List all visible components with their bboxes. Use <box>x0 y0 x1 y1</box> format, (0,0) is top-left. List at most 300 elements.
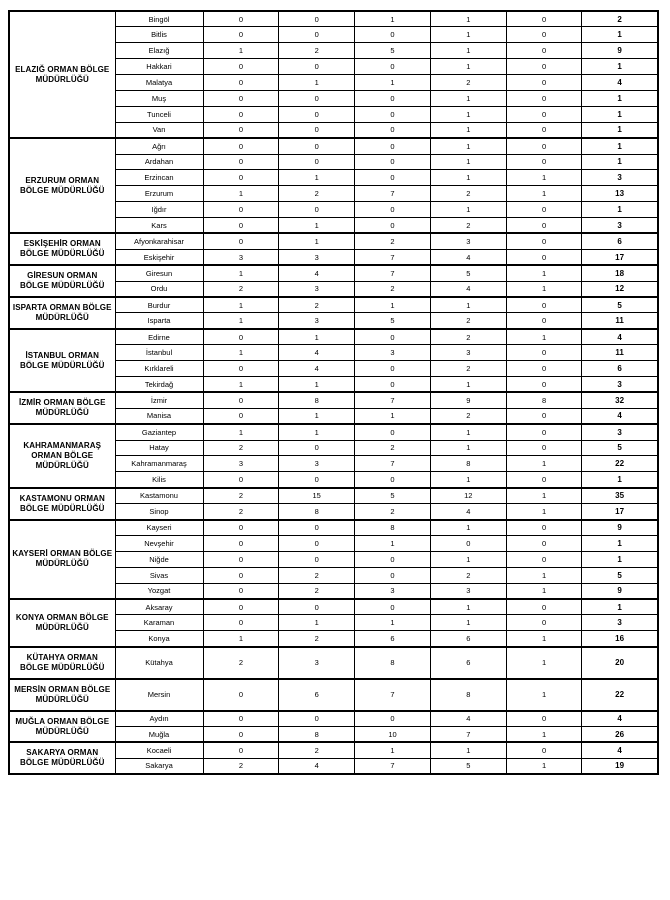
value-cell: 2 <box>355 440 431 456</box>
region-cell: KASTAMONU ORMAN BÖLGE MÜDÜRLÜĞÜ <box>9 488 115 520</box>
region-cell: İZMİR ORMAN BÖLGE MÜDÜRLÜĞÜ <box>9 392 115 424</box>
value-cell: 1 <box>430 742 506 758</box>
value-cell: 3 <box>279 313 355 329</box>
row-total-cell: 22 <box>582 679 658 711</box>
region-cell: ESKİŞEHİR ORMAN BÖLGE MÜDÜRLÜĞÜ <box>9 233 115 265</box>
value-cell: 1 <box>279 424 355 440</box>
value-cell: 0 <box>355 138 431 154</box>
province-cell: İstanbul <box>115 345 203 361</box>
row-total-cell: 5 <box>582 567 658 583</box>
province-cell: Bingöl <box>115 11 203 27</box>
value-cell: 8 <box>506 392 582 408</box>
value-cell: 1 <box>430 615 506 631</box>
value-cell: 1 <box>355 535 431 551</box>
value-cell: 2 <box>430 329 506 345</box>
value-cell: 1 <box>430 90 506 106</box>
value-cell: 0 <box>506 599 582 615</box>
value-cell: 10 <box>355 727 431 743</box>
table-row <box>9 265 658 281</box>
table-row <box>9 392 658 408</box>
value-cell: 0 <box>203 361 279 377</box>
value-cell: 1 <box>430 297 506 313</box>
value-cell: 0 <box>203 75 279 91</box>
value-cell: 0 <box>355 218 431 234</box>
value-cell: 0 <box>203 59 279 75</box>
row-total-cell: 26 <box>582 727 658 743</box>
province-cell: Kilis <box>115 472 203 488</box>
value-cell: 0 <box>355 424 431 440</box>
value-cell: 1 <box>279 329 355 345</box>
value-cell: 2 <box>279 43 355 59</box>
province-cell: Isparta <box>115 313 203 329</box>
value-cell: 1 <box>355 742 431 758</box>
value-cell: 3 <box>355 345 431 361</box>
province-cell: Manisa <box>115 408 203 424</box>
value-cell: 0 <box>506 11 582 27</box>
value-cell: 0 <box>279 472 355 488</box>
value-cell: 0 <box>279 599 355 615</box>
row-total-cell: 1 <box>582 599 658 615</box>
value-cell: 1 <box>506 567 582 583</box>
value-cell: 0 <box>506 106 582 122</box>
row-total-cell: 3 <box>582 376 658 392</box>
value-cell: 0 <box>506 233 582 249</box>
province-cell: Burdur <box>115 297 203 313</box>
value-cell: 5 <box>355 43 431 59</box>
row-total-cell: 20 <box>582 647 658 679</box>
row-total-cell: 32 <box>582 392 658 408</box>
province-cell: Ardahan <box>115 154 203 170</box>
value-cell: 0 <box>279 59 355 75</box>
row-total-cell: 1 <box>582 551 658 567</box>
value-cell: 3 <box>430 583 506 599</box>
table-row <box>9 599 658 615</box>
row-total-cell: 6 <box>582 361 658 377</box>
value-cell: 0 <box>279 90 355 106</box>
value-cell: 0 <box>506 138 582 154</box>
value-cell: 1 <box>203 631 279 647</box>
value-cell: 0 <box>506 424 582 440</box>
value-cell: 7 <box>355 186 431 202</box>
value-cell: 1 <box>506 647 582 679</box>
value-cell: 1 <box>430 59 506 75</box>
value-cell: 0 <box>355 154 431 170</box>
row-total-cell: 1 <box>582 535 658 551</box>
value-cell: 1 <box>430 43 506 59</box>
region-cell: KAYSERİ ORMAN BÖLGE MÜDÜRLÜĞÜ <box>9 520 115 599</box>
province-cell: Eskişehir <box>115 249 203 265</box>
province-cell: Van <box>115 122 203 138</box>
province-cell: Giresun <box>115 265 203 281</box>
value-cell: 0 <box>506 535 582 551</box>
value-cell: 8 <box>279 392 355 408</box>
value-cell: 0 <box>203 615 279 631</box>
value-cell: 0 <box>506 249 582 265</box>
value-cell: 1 <box>506 329 582 345</box>
province-cell: Sakarya <box>115 758 203 774</box>
province-cell: Kütahya <box>115 647 203 679</box>
value-cell: 0 <box>506 75 582 91</box>
value-cell: 1 <box>279 170 355 186</box>
value-cell: 1 <box>279 615 355 631</box>
value-cell: 1 <box>203 186 279 202</box>
value-cell: 0 <box>506 408 582 424</box>
value-cell: 2 <box>203 647 279 679</box>
value-cell: 0 <box>506 90 582 106</box>
value-cell: 1 <box>430 424 506 440</box>
value-cell: 0 <box>279 106 355 122</box>
province-cell: Kayseri <box>115 520 203 536</box>
value-cell: 0 <box>279 138 355 154</box>
value-cell: 0 <box>279 551 355 567</box>
province-cell: Kahramanmaraş <box>115 456 203 472</box>
value-cell: 1 <box>430 154 506 170</box>
province-cell: Erzurum <box>115 186 203 202</box>
province-cell: Elazığ <box>115 43 203 59</box>
row-total-cell: 11 <box>582 313 658 329</box>
value-cell: 1 <box>430 27 506 43</box>
value-cell: 7 <box>355 679 431 711</box>
row-total-cell: 1 <box>582 106 658 122</box>
row-total-cell: 16 <box>582 631 658 647</box>
value-cell: 1 <box>355 11 431 27</box>
row-total-cell: 13 <box>582 186 658 202</box>
value-cell: 0 <box>203 742 279 758</box>
value-cell: 1 <box>506 170 582 186</box>
province-cell: Tekirdağ <box>115 376 203 392</box>
table-row <box>9 647 658 679</box>
value-cell: 4 <box>279 345 355 361</box>
value-cell: 0 <box>355 329 431 345</box>
value-cell: 1 <box>355 75 431 91</box>
value-cell: 8 <box>279 727 355 743</box>
value-cell: 0 <box>203 202 279 218</box>
province-cell: Bitlis <box>115 27 203 43</box>
value-cell: 0 <box>506 297 582 313</box>
value-cell: 3 <box>355 583 431 599</box>
value-cell: 1 <box>203 345 279 361</box>
value-cell: 1 <box>203 297 279 313</box>
province-cell: Erzincan <box>115 170 203 186</box>
value-cell: 8 <box>430 679 506 711</box>
value-cell: 1 <box>430 138 506 154</box>
value-cell: 1 <box>430 472 506 488</box>
region-cell: GİRESUN ORMAN BÖLGE MÜDÜRLÜĞÜ <box>9 265 115 297</box>
value-cell: 2 <box>430 408 506 424</box>
region-cell: SAKARYA ORMAN BÖLGE MÜDÜRLÜĞÜ <box>9 742 115 774</box>
value-cell: 3 <box>203 456 279 472</box>
value-cell: 0 <box>203 329 279 345</box>
value-cell: 0 <box>506 440 582 456</box>
value-cell: 0 <box>355 90 431 106</box>
value-cell: 1 <box>506 488 582 504</box>
value-cell: 0 <box>355 711 431 727</box>
row-total-cell: 12 <box>582 281 658 297</box>
row-total-cell: 1 <box>582 90 658 106</box>
value-cell: 6 <box>430 631 506 647</box>
value-cell: 0 <box>506 27 582 43</box>
value-cell: 1 <box>506 456 582 472</box>
value-cell: 0 <box>506 711 582 727</box>
value-cell: 2 <box>279 297 355 313</box>
value-cell: 0 <box>203 122 279 138</box>
value-cell: 8 <box>355 647 431 679</box>
region-cell: KÜTAHYA ORMAN BÖLGE MÜDÜRLÜĞÜ <box>9 647 115 679</box>
province-cell: Aksaray <box>115 599 203 615</box>
region-cell: KONYA ORMAN BÖLGE MÜDÜRLÜĞÜ <box>9 599 115 647</box>
value-cell: 0 <box>203 520 279 536</box>
value-cell: 5 <box>430 758 506 774</box>
value-cell: 3 <box>203 249 279 265</box>
value-cell: 2 <box>355 504 431 520</box>
row-total-cell: 22 <box>582 456 658 472</box>
province-cell: Konya <box>115 631 203 647</box>
province-cell: Mersin <box>115 679 203 711</box>
value-cell: 0 <box>203 233 279 249</box>
row-total-cell: 1 <box>582 122 658 138</box>
table-row <box>9 742 658 758</box>
province-cell: Iğdır <box>115 202 203 218</box>
row-total-cell: 17 <box>582 504 658 520</box>
row-total-cell: 6 <box>582 233 658 249</box>
value-cell: 3 <box>430 233 506 249</box>
value-cell: 0 <box>279 440 355 456</box>
value-cell: 0 <box>506 615 582 631</box>
row-total-cell: 1 <box>582 27 658 43</box>
province-cell: Niğde <box>115 551 203 567</box>
value-cell: 0 <box>279 122 355 138</box>
value-cell: 0 <box>506 742 582 758</box>
value-cell: 7 <box>355 758 431 774</box>
value-cell: 0 <box>203 154 279 170</box>
value-cell: 8 <box>355 520 431 536</box>
value-cell: 2 <box>430 313 506 329</box>
row-total-cell: 9 <box>582 520 658 536</box>
value-cell: 2 <box>430 361 506 377</box>
value-cell: 0 <box>355 59 431 75</box>
row-total-cell: 5 <box>582 440 658 456</box>
province-cell: Karaman <box>115 615 203 631</box>
value-cell: 5 <box>355 313 431 329</box>
table-row <box>9 711 658 727</box>
value-cell: 2 <box>430 75 506 91</box>
value-cell: 0 <box>355 122 431 138</box>
value-cell: 0 <box>355 170 431 186</box>
province-cell: Muş <box>115 90 203 106</box>
value-cell: 7 <box>355 265 431 281</box>
value-cell: 1 <box>430 106 506 122</box>
province-cell: Kars <box>115 218 203 234</box>
value-cell: 0 <box>203 392 279 408</box>
value-cell: 0 <box>506 218 582 234</box>
value-cell: 0 <box>279 202 355 218</box>
value-cell: 0 <box>355 106 431 122</box>
row-total-cell: 1 <box>582 59 658 75</box>
table-body <box>9 11 658 774</box>
row-total-cell: 4 <box>582 408 658 424</box>
value-cell: 1 <box>430 551 506 567</box>
row-total-cell: 2 <box>582 11 658 27</box>
value-cell: 5 <box>430 265 506 281</box>
row-total-cell: 1 <box>582 138 658 154</box>
value-cell: 0 <box>506 520 582 536</box>
value-cell: 1 <box>203 43 279 59</box>
value-cell: 4 <box>430 504 506 520</box>
table-row <box>9 679 658 711</box>
value-cell: 0 <box>203 535 279 551</box>
table-row <box>9 488 658 504</box>
value-cell: 0 <box>506 376 582 392</box>
value-cell: 1 <box>355 408 431 424</box>
value-cell: 2 <box>279 631 355 647</box>
row-total-cell: 19 <box>582 758 658 774</box>
value-cell: 0 <box>279 535 355 551</box>
province-cell: Kırklareli <box>115 361 203 377</box>
value-cell: 2 <box>355 233 431 249</box>
value-cell: 8 <box>279 504 355 520</box>
value-cell: 6 <box>430 647 506 679</box>
value-cell: 1 <box>203 265 279 281</box>
value-cell: 0 <box>203 138 279 154</box>
value-cell: 0 <box>203 711 279 727</box>
value-cell: 1 <box>279 233 355 249</box>
value-cell: 0 <box>355 599 431 615</box>
value-cell: 15 <box>279 488 355 504</box>
value-cell: 0 <box>506 345 582 361</box>
row-total-cell: 4 <box>582 742 658 758</box>
region-cell: ERZURUM ORMAN BÖLGE MÜDÜRLÜĞÜ <box>9 138 115 233</box>
value-cell: 0 <box>203 567 279 583</box>
value-cell: 0 <box>506 122 582 138</box>
value-cell: 5 <box>355 488 431 504</box>
value-cell: 3 <box>430 345 506 361</box>
value-cell: 0 <box>203 727 279 743</box>
value-cell: 0 <box>203 583 279 599</box>
province-cell: Aydın <box>115 711 203 727</box>
value-cell: 2 <box>279 583 355 599</box>
value-cell: 3 <box>279 281 355 297</box>
row-total-cell: 17 <box>582 249 658 265</box>
province-cell: Edirne <box>115 329 203 345</box>
value-cell: 7 <box>355 249 431 265</box>
value-cell: 8 <box>430 456 506 472</box>
value-cell: 0 <box>203 27 279 43</box>
province-cell: Hatay <box>115 440 203 456</box>
value-cell: 7 <box>355 392 431 408</box>
province-cell: Ordu <box>115 281 203 297</box>
value-cell: 0 <box>203 472 279 488</box>
value-cell: 2 <box>279 567 355 583</box>
row-total-cell: 1 <box>582 472 658 488</box>
value-cell: 1 <box>430 376 506 392</box>
province-cell: Ağrı <box>115 138 203 154</box>
table-row <box>9 11 658 27</box>
value-cell: 1 <box>203 376 279 392</box>
value-cell: 0 <box>355 551 431 567</box>
value-cell: 0 <box>355 27 431 43</box>
value-cell: 3 <box>279 647 355 679</box>
value-cell: 1 <box>430 202 506 218</box>
value-cell: 0 <box>203 218 279 234</box>
value-cell: 0 <box>203 408 279 424</box>
value-cell: 0 <box>506 551 582 567</box>
value-cell: 1 <box>355 297 431 313</box>
value-cell: 7 <box>355 456 431 472</box>
value-cell: 1 <box>430 11 506 27</box>
row-total-cell: 9 <box>582 583 658 599</box>
value-cell: 0 <box>506 154 582 170</box>
province-cell: Sinop <box>115 504 203 520</box>
value-cell: 1 <box>203 313 279 329</box>
value-cell: 1 <box>430 440 506 456</box>
value-cell: 6 <box>355 631 431 647</box>
table-row <box>9 138 658 154</box>
value-cell: 0 <box>279 520 355 536</box>
value-cell: 1 <box>279 218 355 234</box>
value-cell: 0 <box>279 154 355 170</box>
province-cell: Tunceli <box>115 106 203 122</box>
row-total-cell: 1 <box>582 154 658 170</box>
province-cell: Muğla <box>115 727 203 743</box>
value-cell: 0 <box>506 43 582 59</box>
value-cell: 1 <box>506 504 582 520</box>
value-cell: 3 <box>279 456 355 472</box>
value-cell: 2 <box>430 567 506 583</box>
value-cell: 1 <box>355 615 431 631</box>
value-cell: 0 <box>279 27 355 43</box>
value-cell: 0 <box>506 472 582 488</box>
value-cell: 0 <box>203 170 279 186</box>
table-row <box>9 520 658 536</box>
value-cell: 2 <box>203 281 279 297</box>
value-cell: 0 <box>355 567 431 583</box>
table-row <box>9 329 658 345</box>
value-cell: 7 <box>430 727 506 743</box>
value-cell: 1 <box>506 631 582 647</box>
row-total-cell: 3 <box>582 170 658 186</box>
value-cell: 1 <box>506 265 582 281</box>
row-total-cell: 3 <box>582 218 658 234</box>
value-cell: 1 <box>279 408 355 424</box>
value-cell: 1 <box>506 679 582 711</box>
value-cell: 0 <box>355 472 431 488</box>
value-cell: 0 <box>506 202 582 218</box>
row-total-cell: 35 <box>582 488 658 504</box>
province-cell: Afyonkarahisar <box>115 233 203 249</box>
row-total-cell: 1 <box>582 202 658 218</box>
value-cell: 1 <box>279 75 355 91</box>
value-cell: 0 <box>203 90 279 106</box>
province-cell: Hakkari <box>115 59 203 75</box>
row-total-cell: 3 <box>582 615 658 631</box>
table-row <box>9 424 658 440</box>
value-cell: 0 <box>355 202 431 218</box>
value-cell: 0 <box>279 711 355 727</box>
value-cell: 2 <box>203 504 279 520</box>
value-cell: 1 <box>506 758 582 774</box>
value-cell: 6 <box>279 679 355 711</box>
row-total-cell: 4 <box>582 329 658 345</box>
forest-directorate-table <box>8 10 659 775</box>
value-cell: 2 <box>203 440 279 456</box>
province-cell: Sivas <box>115 567 203 583</box>
value-cell: 9 <box>430 392 506 408</box>
value-cell: 1 <box>430 170 506 186</box>
table-row <box>9 233 658 249</box>
province-cell: Malatya <box>115 75 203 91</box>
value-cell: 2 <box>279 186 355 202</box>
value-cell: 0 <box>203 11 279 27</box>
